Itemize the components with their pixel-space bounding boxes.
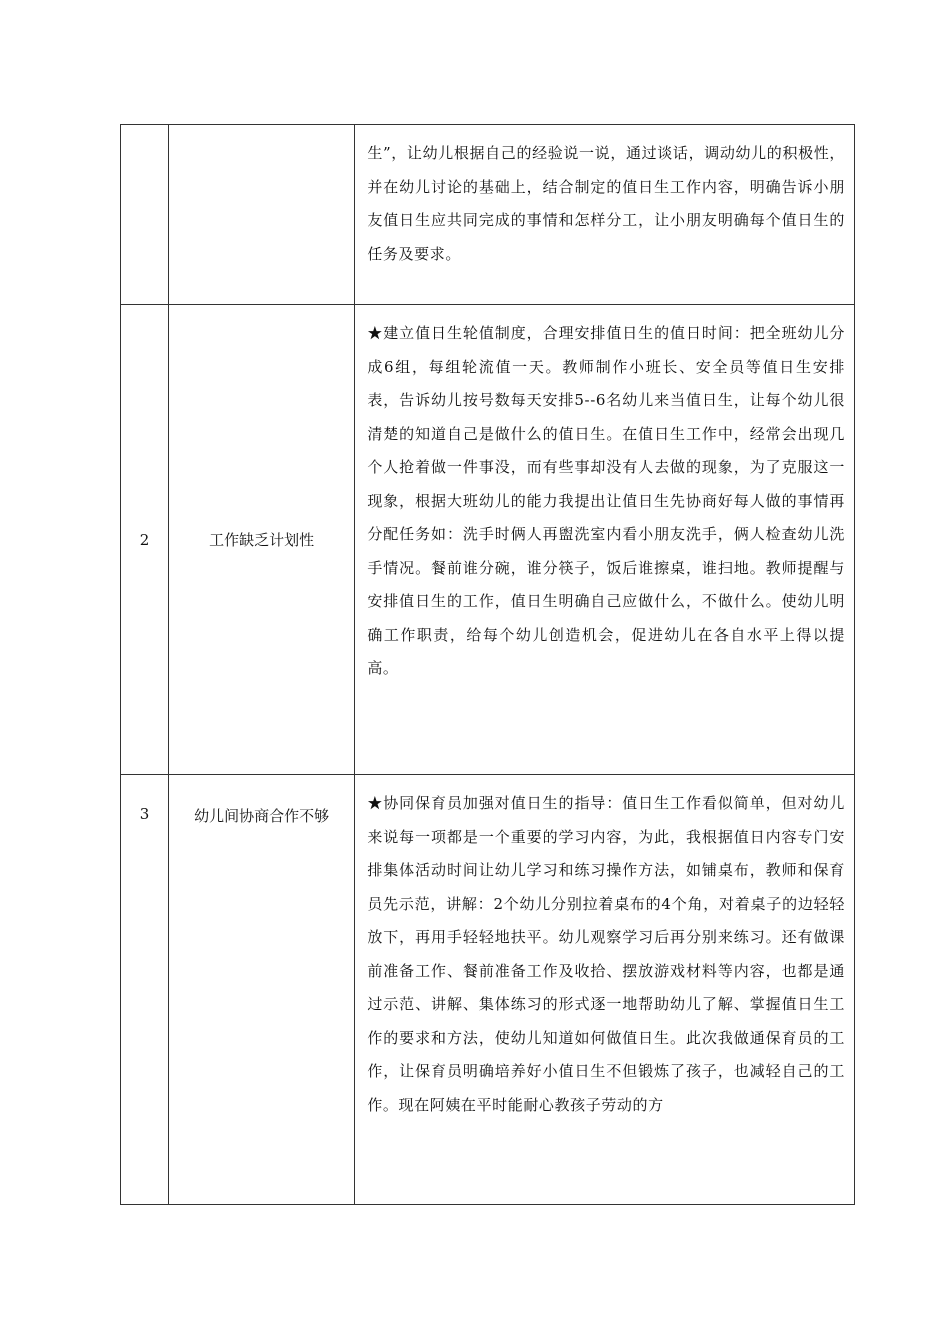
issue-cell: 幼儿间协商合作不够	[169, 775, 355, 1205]
measure-detail-cell	[355, 125, 855, 305]
table-row	[121, 125, 855, 305]
measures-table	[120, 124, 855, 1205]
row-number-cell: 3	[121, 775, 169, 1205]
issue-cell	[169, 125, 355, 305]
table-row	[121, 305, 855, 775]
measure-text: 生”，让幼儿根据自己的经验说一说，通过谈话，调动幼儿的积极性，并在幼儿讨论的基础上，结合制定的值日生工作内容，明确告诉小朋友值日生应共同完成的事情和怎样分工，让小朋友明确每个值日生的任务及要求。	[367, 144, 845, 263]
measure-detail-cell	[355, 305, 855, 775]
measure-detail-cell	[355, 775, 855, 1205]
table-row	[121, 775, 855, 1205]
issue-cell: 工作缺乏计划性	[169, 305, 355, 775]
measure-text: ★协同保育员加强对值日生的指导：值日生工作看似简单，但对幼儿来说每一项都是一个重要的学习内容，为此，我根据值日内容专门安排集体活动时间让幼儿学习和练习操作方法，如铺桌布，教师和保育员先示范，讲解：2个幼儿分别拉着桌布的4个角，对着桌子的边轻轻放下，再用手轻轻地扶平。幼儿观察学习后再分别来练习。还有做课前准备工作、餐前准备工作及收拾、摆放游戏材料等内容，也都是通过示范、讲解、集体练习的形式逐一地帮助幼儿了解、掌握值日生工作的要求和方法，使幼儿知道如何做值日生。此次我做通保育员的工作，让保育员明确培养好小值日生不但锻炼了孩子，也减轻自己的工作。现在阿姨在平时能耐心教孩子劳动的方	[367, 794, 845, 1114]
row-number-cell	[121, 125, 169, 305]
measure-text: ★建立值日生轮值制度，合理安排值日生的值日时间：把全班幼儿分成6组，每组轮流值一天。教师制作小班长、安全员等值日生安排表，告诉幼儿按号数每天安排5--6名幼儿来当值日生，让每个幼儿很清楚的知道自己是做什么的值日生。在值日生工作中，经常会出现几个人抢着做一件事没，而有些事却没有人去做的现象，为了克服这一现象，根据大班幼儿的能力我提出让值日生先协商好每人做的事情再分配任务如：洗手时俩人再盥洗室内看小朋友洗手，俩人检查幼儿洗手情况。餐前谁分碗，谁分筷子，饭后谁擦桌，谁扫地。教师提醒与安排值日生的工作，值日生明确自己应做什么，不做什么。使幼儿明确工作职责，给每个幼儿创造机会，促进幼儿在各自水平上得以提高。	[367, 324, 845, 677]
row-number-cell: 2	[121, 305, 169, 775]
